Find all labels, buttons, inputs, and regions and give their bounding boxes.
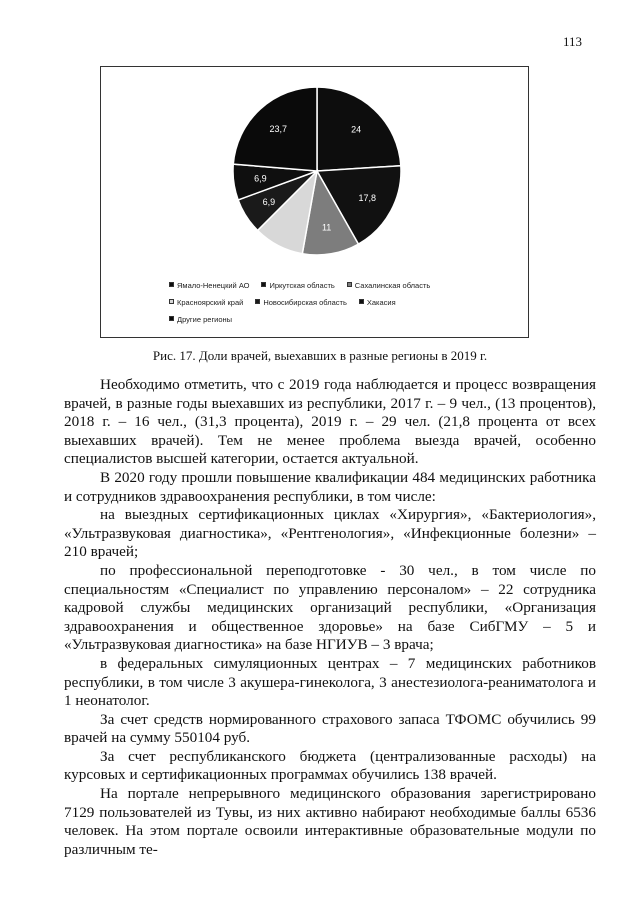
page-number: 113 <box>562 34 582 49</box>
legend-row <box>169 298 509 315</box>
legend-label: Хакасия <box>366 298 396 307</box>
figure-caption: Рис. 17. Доли врачей, выехавших в разные регионы в 2019 г. <box>152 348 488 363</box>
pie-data-label: 11 <box>321 222 332 233</box>
legend-label: Красноярский край <box>177 298 244 307</box>
paragraph-return: Необходимо отметить, что с 2019 года наблюдается и процесс возвращения врачей, в разные годы выехавших из республики, 2017 г. – 9 чел., (13 процентов), 2018 г. – 16 чел., (31,3 процента), 2019 г. – 29 чел. (21,8 процента от всех выехавших врачей). Тем не менее проблема выезда врачей, особенно специалистов высшей категории, остается актуальной. <box>64 376 596 468</box>
legend-swatch <box>255 299 260 304</box>
paragraph-certification: на выездных сертификационных циклах «Хирургия», «Бактериология», «Ультразвуковая диагностика», «Рентгенология», «Инфекционные болезни» – 210 врачей; <box>64 506 596 561</box>
legend-entry <box>169 315 232 324</box>
legend-swatch <box>169 316 174 321</box>
legend-entry <box>255 298 347 307</box>
pie-chart <box>101 67 528 277</box>
legend-swatch <box>169 282 174 287</box>
paragraph-simulation: в федеральных симуляционных центрах – 7 медицинских работников республики, в том числе 3 акушера-гинеколога, 3 анестезиолога-реаниматолога и 1 неонатолог. <box>64 654 596 710</box>
legend-swatch <box>169 299 174 304</box>
legend-label: Другие регионы <box>177 315 233 324</box>
legend-label: Ямало-Ненецкий АО <box>177 281 250 290</box>
pie-data-label: 6,9 <box>254 173 267 184</box>
chart-frame <box>100 66 529 338</box>
legend-swatch <box>261 282 266 287</box>
paragraph-budget: За счет республиканского бюджета (централизованные расходы) на курсовых и сертификационных программах обучились 138 врачей. <box>64 747 596 784</box>
legend-row <box>169 281 509 298</box>
paragraph-retraining: по профессиональной переподготовке - 30 чел., в том числе по специальностям «Специалист по управлению персоналом» – 22 сотрудника кадровой службы медицинских организаций республики, «Организация здравоохранения и общественное здоровье» на базе СибГМУ – 5 и «Ультразвуковая диагностика» на базе НГИУВ – 3 врача; <box>64 561 596 654</box>
body-text <box>64 376 596 859</box>
paragraph-portal: На портале непрерывного медицинского образования зарегистрировано 7129 пользователей из Тувы, из них активно набирают необходимые баллы 6536 человек. На этом портале освоили интерактивные образовательные модули по различным те- <box>64 785 596 858</box>
legend-entry <box>347 281 431 290</box>
legend-label: Новосибирская область <box>263 298 347 307</box>
paragraph-qualification: В 2020 году прошли повышение квалификации 484 медицинских работника и сотрудников здравоохранения республики, в том числе: <box>64 468 596 505</box>
legend-swatch <box>359 299 364 304</box>
legend-label: Сахалинская область <box>354 281 431 290</box>
pie-data-label: 23,7 <box>269 123 288 134</box>
pie-data-label: 24 <box>351 124 362 135</box>
legend-entry <box>359 298 396 307</box>
legend-entry <box>169 281 249 290</box>
legend-swatch <box>347 282 352 287</box>
paragraph-tfoms: За счет средств нормированного страхового запаса ТФОМС обучились 99 врачей на сумму 550104 руб. <box>64 710 596 747</box>
pie-data-label: 6,9 <box>262 196 276 207</box>
legend-label: Иркутская область <box>269 281 335 290</box>
chart-legend <box>169 281 509 332</box>
legend-entry <box>261 281 334 290</box>
pie-data-label: 17,8 <box>358 193 376 204</box>
legend-entry <box>169 298 243 307</box>
legend-row <box>169 315 509 332</box>
